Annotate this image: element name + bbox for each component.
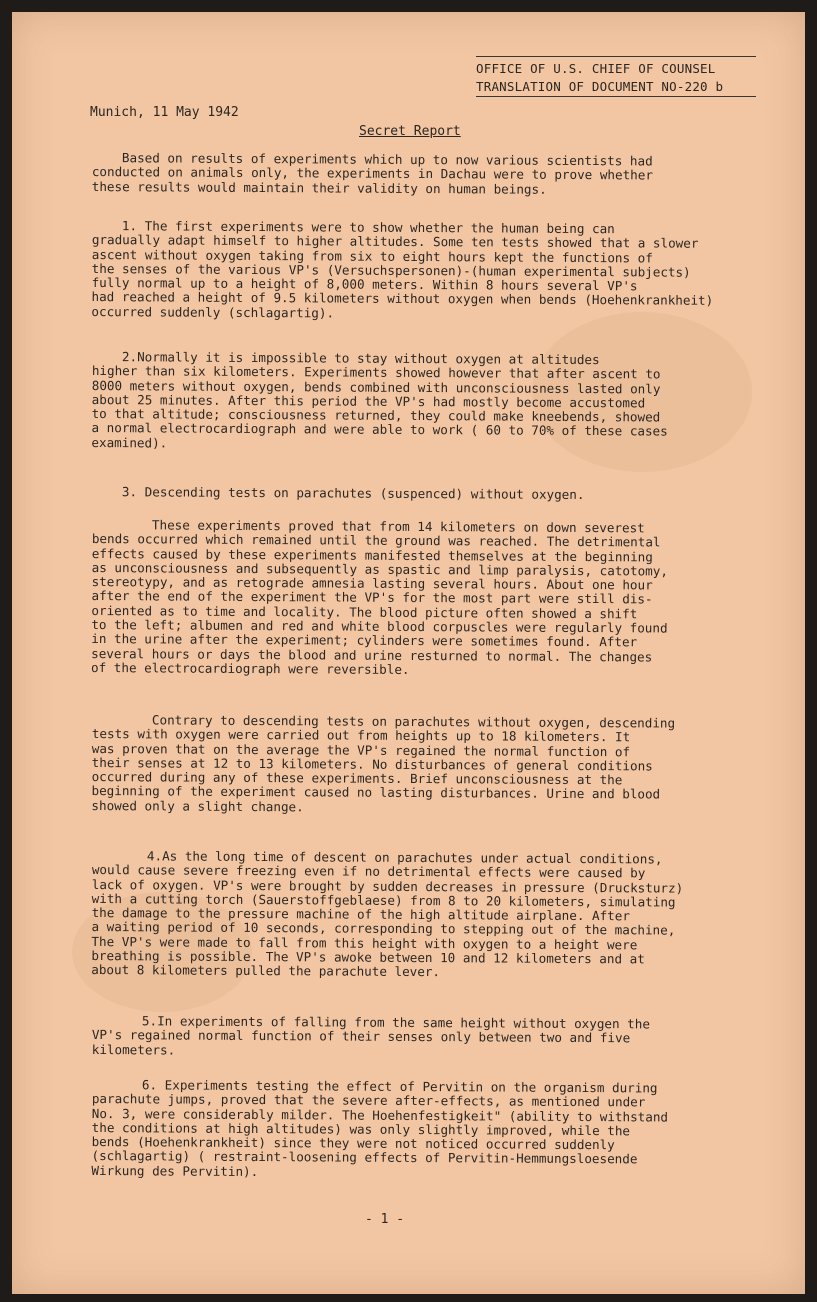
document-page [12,12,805,1294]
paragraph-1: 1. The first experiments were to show whether the human being can gradually adapt himself to higher altitudes. Some ten tests showed that a slower ascent without oxygen taking from six to eight hours kept the functions of the senses of the various VP's (Versuchspersonen)-(human experimental subjects) fully normal up to a height of 8,000 meters. Within 8 hours several VP's had reached a height of 9.5 kilometers without oxygen when bends (Hoehenkrankheit) occurred suddenly (schlagartig). [91,218,714,321]
translation-header: TRANSLATION OF DOCUMENT NO-220 b [476,78,756,97]
paragraph-3-oxygen: Contrary to descending tests on parachutes without oxygen, descending tests with oxygen were carried out from heights up to 18 kilometers. It was proven that on the average the VP's regained the normal function of their senses at 12 to 13 kilometers. No disturbances of general conditions occurred during any of these experiments. Brief unconsciousness at the beginning of the experiment caused no lasting disturbances. Urine and blood showed only a slight change. [91,712,676,815]
paragraph-6: 6. Experiments testing the effect of Pervitin on the organism during parachute jumps, proved that the severe after-effects, as mentioned under No. 3, were considerably milder. The Hoehenfestigkeit" (ability to withstand the conditions at high altitudes) was only slightly improved, while the bends (Hoehenkrankheit) since they were not noticed occurred suddenly (schlagartig) ( restraint-loosening effects of Pervitin-Hemmungsloesende Wirkung des Pervitin). [91,1077,669,1179]
paragraph-3-body: These experiments proved that from 14 kilometers on down severest bends occurred which remained until the ground was reached. The detrimental effects caused by these experiments manifested themselves at the beginning as unconsciousness and subsequently as spastic and limp paralysis, catotomy, stereotypy, and as retograde amnesia lasting several hours. About one hour after the end of the experiment the VP's for the most part were still dis- oriented as to time and locality. The blood picture often showed a shift to the left; albumen and red and white blood corpuscles were regularly found in the urine after the experiment; cylinders were sometimes found. After several hours or days the blood and urine resturned to normal. The changes of the electrocardiograph were reversible. [91,517,668,677]
paragraph-2: 2.Normally it is impossible to stay without oxygen at altitudes higher than six kilometers. Experiments showed however that after ascent to 8000 meters without oxygen, bends combined with unconsciousness lasted only about 25 minutes. After this period the VP's had mostly become accustomed to that altitude; consciousness returned, they could make kneebends, showed a normal electrocardiograph and were able to work ( 60 to 70% of these cases examined). [91,349,668,451]
paragraph-3-heading: 3. Descending tests on parachutes (suspenced) without oxygen. [121,484,585,503]
paragraph-intro: Based on results of experiments which up to now various scientists had conducted on animals only, the experiments in Dachau were to prove whether these results would maintain their validity on human beings. [91,150,653,197]
header-box [476,56,756,97]
page-number: - 1 - [365,1212,405,1227]
date-line: Munich, 11 May 1942 [90,105,239,120]
paragraph-4: 4.As the long time of descent on parachutes under actual conditions, would cause severe freezing even if no detrimental effects were caused by lack of oxygen. VP's were brought by sudden decreases in pressure (Drucksturz) with a cutting torch (Sauerstoffgeblaese) from 8 to 20 kilometers, simulating the damage to the pressure machine of the high altitude airplane. After a waiting period of 10 seconds, corresponding to stepping out of the machine, The VP's were made to fall from this height with oxygen to a height were breathing is possible. The VP's awoke between 10 and 12 kilometers and at about 8 kilometers pulled the parachute lever. [91,848,684,980]
report-title: Secret Report [359,124,461,139]
office-header: OFFICE OF U.S. CHIEF OF COUNSEL [476,61,716,76]
paragraph-5: 5.In experiments of falling from the same height without oxygen the VP's regained normal function of their senses only between two and five kilometers. [91,1013,650,1058]
